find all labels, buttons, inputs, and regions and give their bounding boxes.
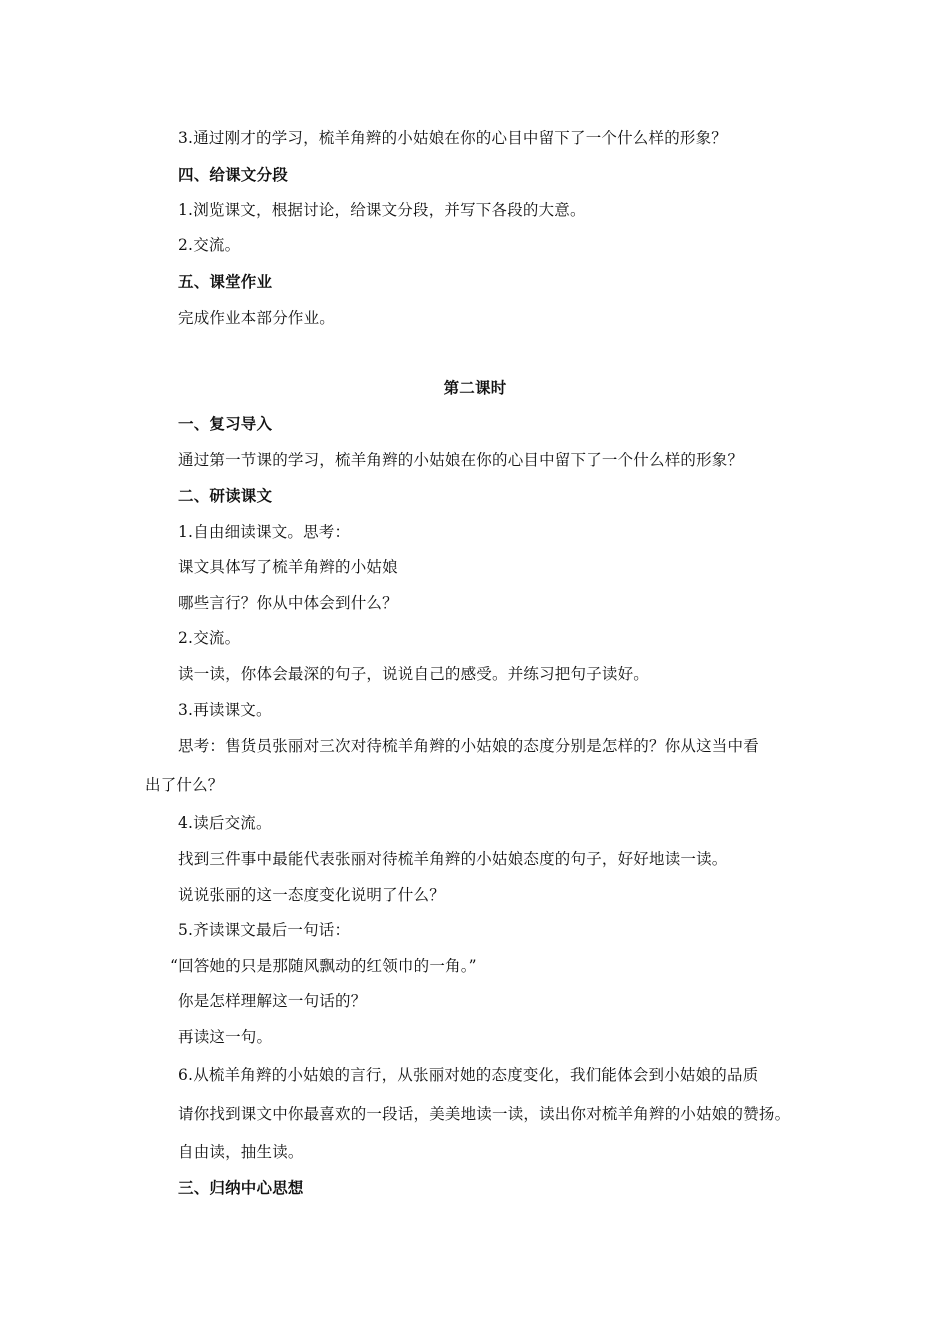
section-heading: 二、研读课文 <box>178 486 273 505</box>
paragraph: 3.通过刚才的学习，梳羊角辫的小姑娘在你的心目中留下了一个什么样的形象？ <box>178 129 727 147</box>
paragraph: 6.从梳羊角辫的小姑娘的言行，从张丽对她的态度变化，我们能体会到小姑娘的品质 <box>178 1066 759 1084</box>
section-heading: 四、给课文分段 <box>178 165 288 184</box>
paragraph: 1.自由细读课文。思考： <box>178 523 351 541</box>
lesson-title: 第二课时 <box>443 378 507 397</box>
paragraph: 说说张丽的这一态度变化说明了什么？ <box>178 886 445 904</box>
paragraph: 通过第一节课的学习，梳羊角辫的小姑娘在你的心目中留下了一个什么样的形象？ <box>178 451 744 469</box>
paragraph: 2.交流。 <box>178 236 241 254</box>
paragraph: 5.齐读课文最后一句话： <box>178 921 351 939</box>
paragraph: 读一读，你体会最深的句子，说说自己的感受。并练习把句子读好。 <box>178 665 650 683</box>
paragraph: 课文具体写了梳羊角辫的小姑娘 <box>178 558 398 576</box>
quotation: “回答她的只是那随风飘动的红领巾的一角。” <box>170 957 477 975</box>
paragraph: 找到三件事中最能代表张丽对待梳羊角辫的小姑娘态度的句子，好好地读一读。 <box>178 850 728 868</box>
paragraph: 1.浏览课文，根据讨论，给课文分段，并写下各段的大意。 <box>178 201 586 219</box>
paragraph: 2.交流。 <box>178 629 241 647</box>
paragraph: 哪些言行？你从中体会到什么？ <box>178 594 398 612</box>
paragraph: 思考：售货员张丽对三次对待梳羊角辫的小姑娘的态度分别是怎样的？你从这当中看 <box>178 737 759 755</box>
paragraph-continuation: 出了什么？ <box>145 776 224 794</box>
paragraph: 3.再读课文。 <box>178 701 272 719</box>
paragraph: 4.读后交流。 <box>178 814 272 832</box>
paragraph: 你是怎样理解这一句话的？ <box>178 992 367 1010</box>
paragraph: 自由读，抽生读。 <box>178 1143 304 1161</box>
paragraph: 再读这一句。 <box>178 1028 273 1046</box>
section-heading: 五、课堂作业 <box>178 272 273 291</box>
paragraph: 请你找到课文中你最喜欢的一段话，美美地读一读，读出你对梳羊角辫的小姑娘的赞扬。 <box>178 1105 791 1123</box>
section-heading: 三、归纳中心思想 <box>178 1178 304 1197</box>
section-heading: 一、复习导入 <box>178 414 273 433</box>
paragraph: 完成作业本部分作业。 <box>178 309 336 327</box>
